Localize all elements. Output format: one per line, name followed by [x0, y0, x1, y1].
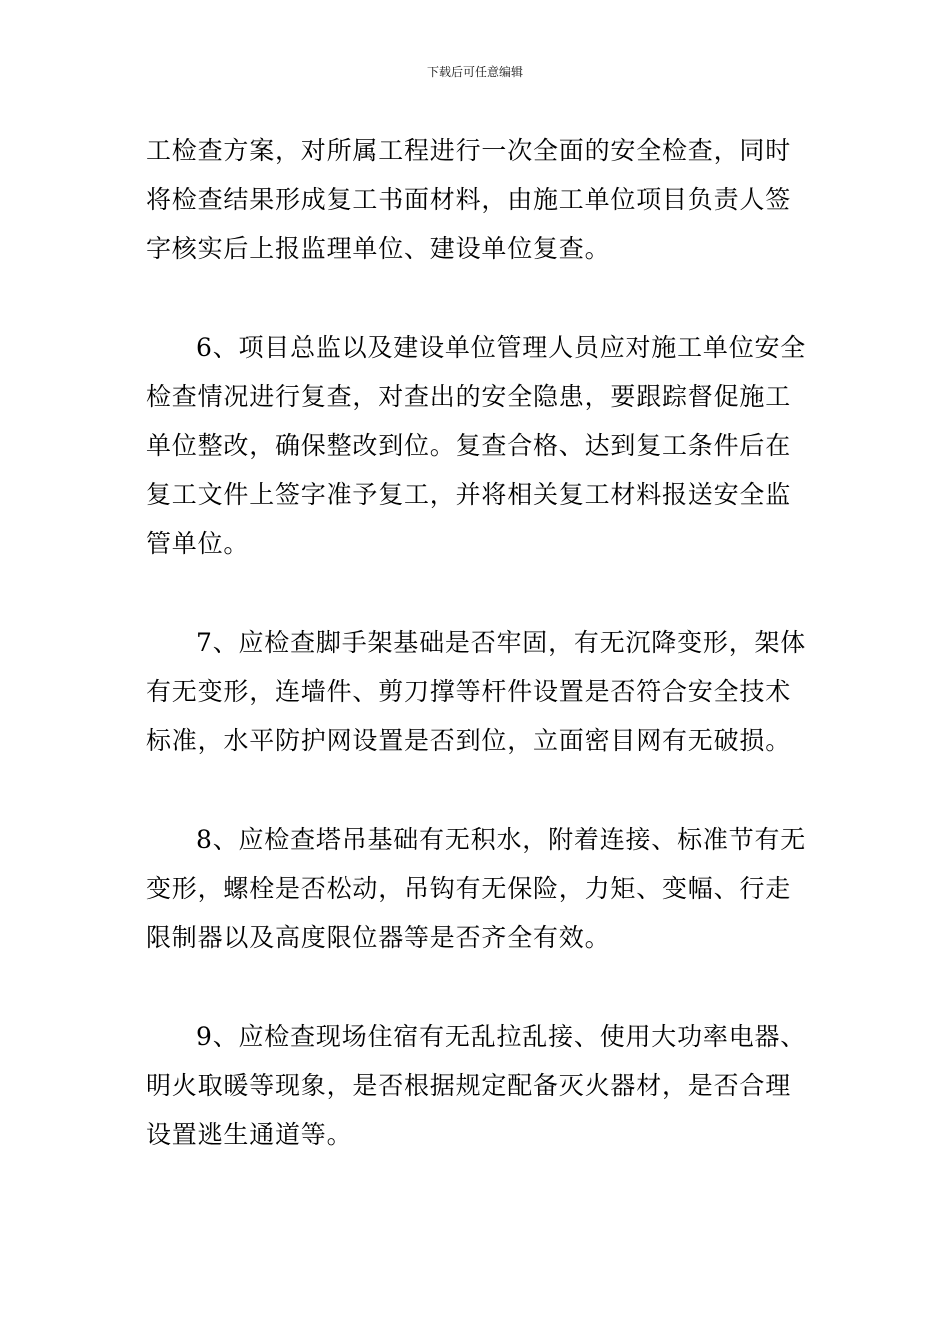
- paragraph-item-9: [146, 1012, 810, 1159]
- text-line: 8、应检查塔吊基础有无积水，附着连接、标准节有无: [196, 825, 807, 854]
- paragraph-item-8: [146, 815, 810, 962]
- text-line: 7、应检查脚手架基础是否牢固，有无沉降变形，架体: [196, 628, 807, 657]
- text-line: 复工文件上签字准予复工，并将相关复工材料报送安全监: [146, 480, 792, 509]
- paragraph-continuation: [146, 126, 810, 273]
- page-header-note: 下载后可任意编辑: [426, 65, 523, 79]
- text-line: 9、应检查现场住宿有无乱拉乱接、使用大功率电器、: [196, 1022, 807, 1051]
- document-body: [146, 126, 810, 1209]
- paragraph-item-6: [146, 323, 810, 568]
- paragraph-item-7: [146, 618, 810, 765]
- text-line: 管单位。: [146, 529, 250, 558]
- text-line: 设置逃生通道等。: [146, 1120, 353, 1149]
- text-line: 限制器以及高度限位器等是否齐全有效。: [146, 923, 611, 952]
- text-line: 标准，水平防护网设置是否到位，立面密目网有无破损。: [146, 726, 792, 755]
- text-line: 字核实后上报监理单位、建设单位复查。: [146, 234, 611, 263]
- text-line: 变形，螺栓是否松动，吊钩有无保险，力矩、变幅、行走: [146, 874, 792, 903]
- text-line: 单位整改，确保整改到位。复查合格、达到复工条件后在: [146, 431, 792, 460]
- text-line: 将检查结果形成复工书面材料，由施工单位项目负责人签: [146, 185, 792, 214]
- text-line: 检查情况进行复查，对查出的安全隐患，要跟踪督促施工: [146, 382, 792, 411]
- text-line: 有无变形，连墙件、剪刀撑等杆件设置是否符合安全技术: [146, 677, 792, 706]
- text-line: 6、项目总监以及建设单位管理人员应对施工单位安全: [196, 333, 807, 362]
- text-line: 工检查方案，对所属工程进行一次全面的安全检查，同时: [146, 136, 792, 165]
- text-line: 明火取暖等现象，是否根据规定配备灭火器材，是否合理: [146, 1071, 792, 1100]
